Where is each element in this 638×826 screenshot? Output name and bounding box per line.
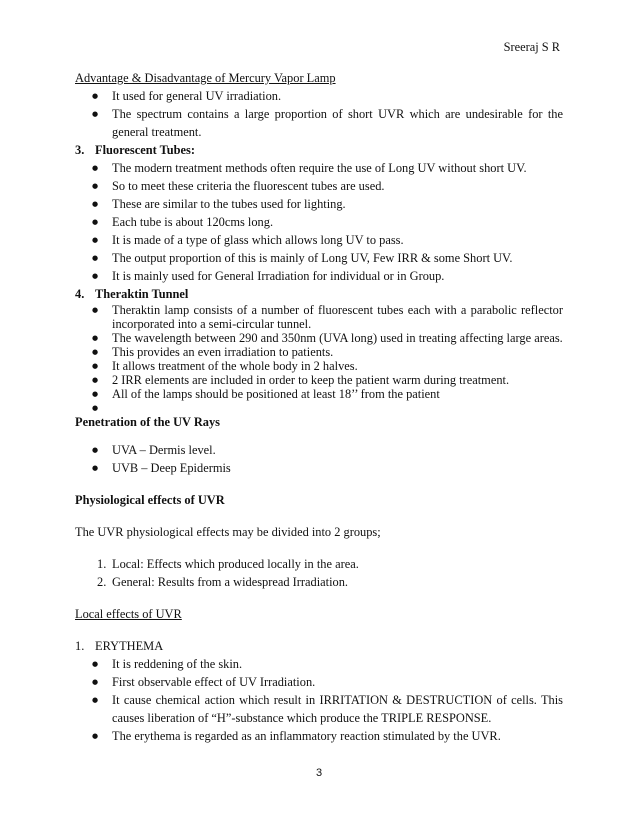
page-number: 3 [315, 767, 323, 779]
list-item: ● Theraktin lamp consists of a number of fluorescent tubes each with a parabolic reflector incorporated into a semi-circular tunnel. [112, 303, 563, 331]
list-item: ● The erythema is regarded as an inflammatory reaction stimulated by the UVR. [112, 727, 563, 745]
list-item: ● So to meet these criteria the fluorescent tubes are used. [112, 177, 563, 195]
list-item: ● It used for general UV irradiation. [112, 87, 563, 105]
penetration-list [75, 441, 563, 477]
list-item: ● UVA – Dermis level. [112, 441, 563, 459]
list-item: ● The wavelength between 290 and 350nm (UVA long) used in treating affecting large areas. [112, 331, 563, 345]
list-item: ● All of the lamps should be positioned at least 18’’ from the patient [112, 387, 563, 401]
theraktin-heading [75, 285, 563, 303]
list-item: ● It allows treatment of the whole body in 2 halves. [112, 359, 563, 373]
section-title: Theraktin Tunnel [95, 287, 189, 301]
list-item-empty [112, 401, 563, 411]
list-item: ● It is reddening of the skin. [112, 655, 563, 673]
local-effects-heading: Local effects of UVR [75, 607, 182, 621]
section-title: ERYTHEMA [95, 639, 164, 653]
list-item: ● The output proportion of this is mainly of Long UV, Few IRR & some Short UV. [112, 249, 563, 267]
list-item: ● These are similar to the tubes used for lighting. [112, 195, 563, 213]
section-number: 3. [75, 143, 85, 157]
item-text: Local: Effects which produced locally in the area. [112, 557, 359, 571]
physiological-intro: The UVR physiological effects may be divided into 2 groups; [75, 525, 381, 539]
item-number: 1. [97, 557, 107, 571]
erythema-list [75, 655, 563, 745]
list-item: ● It is made of a type of glass which allows long UV to pass. [112, 231, 563, 249]
erythema-heading [75, 637, 563, 655]
mercury-list [75, 87, 563, 141]
theraktin-list [75, 303, 563, 411]
mercury-heading: Advantage & Disadvantage of Mercury Vapor Lamp [75, 71, 336, 85]
list-item: ● It is mainly used for General Irradiation for individual or in Group. [112, 267, 563, 285]
list-item [97, 555, 563, 573]
fluorescent-list [75, 159, 563, 285]
section-number: 1. [75, 639, 85, 653]
physiological-heading: Physiological effects of UVR [75, 493, 225, 507]
list-item: ● This provides an even irradiation to patients. [112, 345, 563, 359]
section-number: 4. [75, 287, 85, 301]
list-item: ● First observable effect of UV Irradiation. [112, 673, 563, 691]
section-title: Fluorescent Tubes: [95, 143, 195, 157]
list-item: ● It cause chemical action which result in IRRITATION & DESTRUCTION of cells. This causes liberation of “H”-substance which produce the TRIPLE RESPONSE. [112, 691, 563, 727]
page-content [75, 69, 563, 745]
list-item: ● UVB – Deep Epidermis [112, 459, 563, 477]
penetration-heading: Penetration of the UV Rays [75, 415, 220, 429]
physiological-list [75, 555, 563, 591]
list-item: ● Each tube is about 120cms long. [112, 213, 563, 231]
list-item [97, 573, 563, 591]
page-header-author: Sreeraj S R [503, 40, 560, 54]
list-item: ● 2 IRR elements are included in order to keep the patient warm during treatment. [112, 373, 563, 387]
list-item: ● The modern treatment methods often require the use of Long UV without short UV. [112, 159, 563, 177]
list-item: ● The spectrum contains a large proportion of short UVR which are undesirable for the general treatment. [112, 105, 563, 141]
item-text: General: Results from a widespread Irradiation. [112, 575, 349, 589]
fluorescent-heading [75, 141, 563, 159]
item-number: 2. [97, 575, 107, 589]
